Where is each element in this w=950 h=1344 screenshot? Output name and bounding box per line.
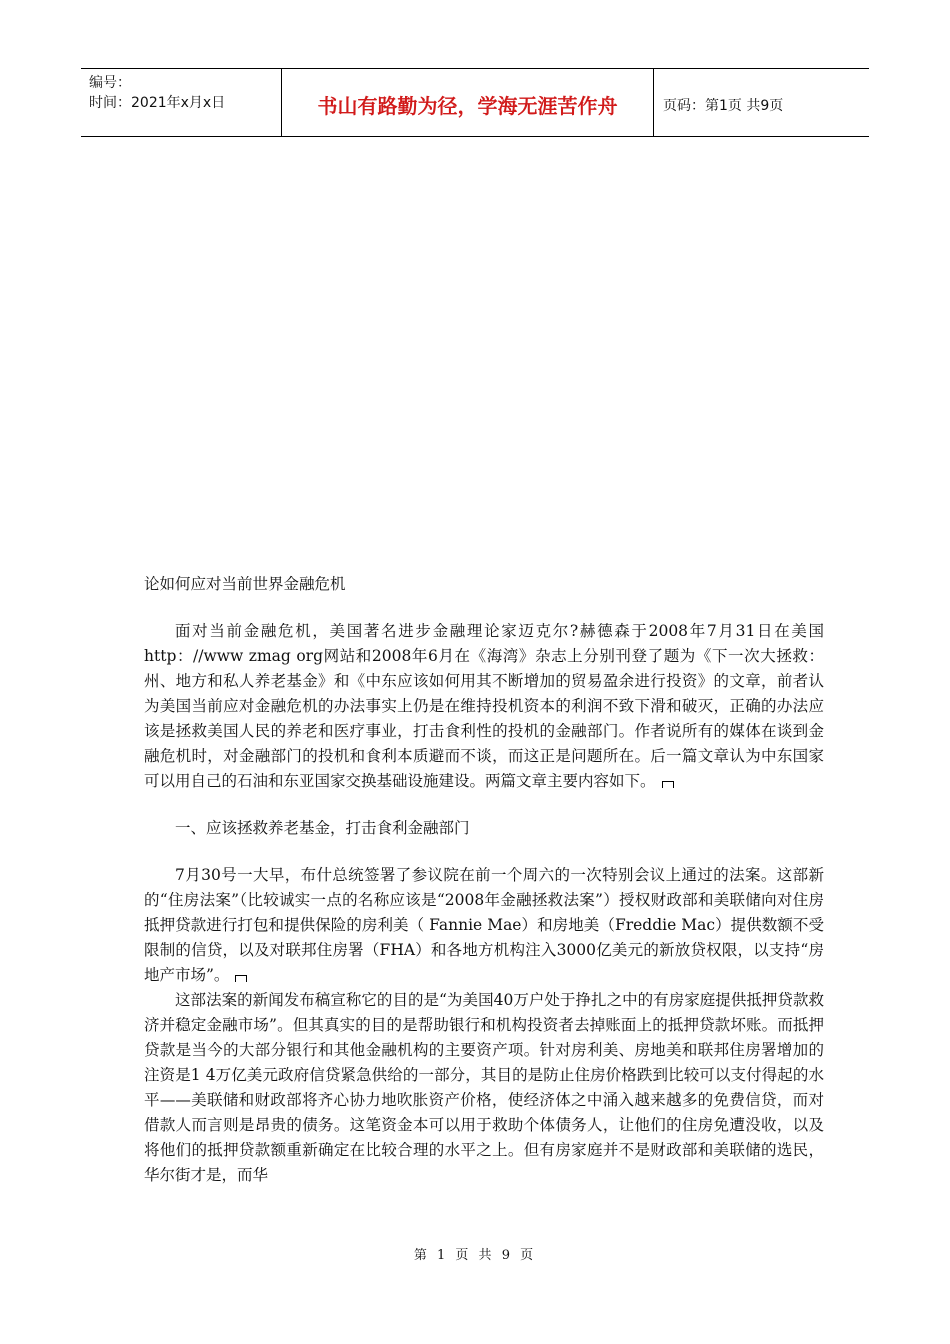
paragraph-mark-icon (235, 975, 247, 982)
number-label: 编号： (89, 75, 131, 91)
document-title: 论如何应对当前世界金融危机 (144, 575, 346, 593)
paragraph-law: 7月30号一大早，布什总统签署了参议院在前一个周六的一次特别会议上通过的法案。这部新的“住房法案”（比较诚实一点的名称应该是“2008年金融拯救法案”）授权财政部和美联储向对住房抵押贷款进行打包和提供保险的房利美（ Fannie Mae）和房地美（Freddie Mac）提供数额不受限制的信贷，以及对联邦住房署（FHA）和各地方机构注入3000亿美元的新放贷权限，以支持“房地产市场”。 (144, 866, 824, 984)
page-label: 页码：第1页 共9页 (663, 97, 784, 114)
header-table (81, 68, 869, 137)
document-body (144, 572, 824, 1188)
paragraph-mark-icon (662, 781, 674, 788)
section-heading: 一、应该拯救养老基金，打击食利金融部门 (175, 819, 470, 837)
page-footer: 第 1 页 共 9 页 (413, 1248, 537, 1263)
paragraph-intro: 面对当前金融危机，美国著名进步金融理论家迈克尔?赫德森于2008年7月31日在美国http：//www zmag org网站和2008年6月在《海湾》杂志上分别刊登了题为《下一次大拯救：州、地方和私人养老基金》和《中东应该如何用其不断增加的贸易盈余进行投资》的文章，前者认为美国当前应对金融危机的办法事实上仍是在维持投机资本的利润不致下滑和破灭，正确的办法应该是拯救美国人民的养老和医疗事业，打击食利性的投机的金融部门。作者说所有的媒体在谈到金融危机时，对金融部门的投机和食利本质避而不谈，而这正是问题所在。后一篇文章认为中东国家可以用自己的石油和东亚国家交换基础设施建设。两篇文章主要内容如下。 (144, 622, 824, 790)
paragraph-press: 这部法案的新闻发布稿宣称它的目的是“为美国40万户处于挣扎之中的有房家庭提供抵押贷款救济并稳定金融市场”。但其真实的目的是帮助银行和机构投资者去掉账面上的抵押贷款坏账。而抵押贷款是当今的大部分银行和其他金融机构的主要资产项。针对房利美、房地美和联邦住房署增加的注资是1 4万亿美元政府信贷紧急供给的一部分，其目的是防止住房价格跌到比较可以支付得起的水平——美联储和财政部将齐心协力地吹胀资产价格，使经济体之中涌入越来越多的免费信贷，而对借款人而言则是昂贵的债务。这笔资金本可以用于救助个体债务人，让他们的住房免遭没收，以及将他们的抵押贷款额重新确定在比较合理的水平之上。但有房家庭并不是财政部和美联储的选民，华尔街才是，而华 (144, 991, 824, 1184)
motto: 书山有路勤为径，学海无涯苦作舟 (282, 69, 654, 136)
time-label: 时间：2021年x月x日 (89, 95, 226, 111)
header-left-cell (81, 69, 282, 136)
